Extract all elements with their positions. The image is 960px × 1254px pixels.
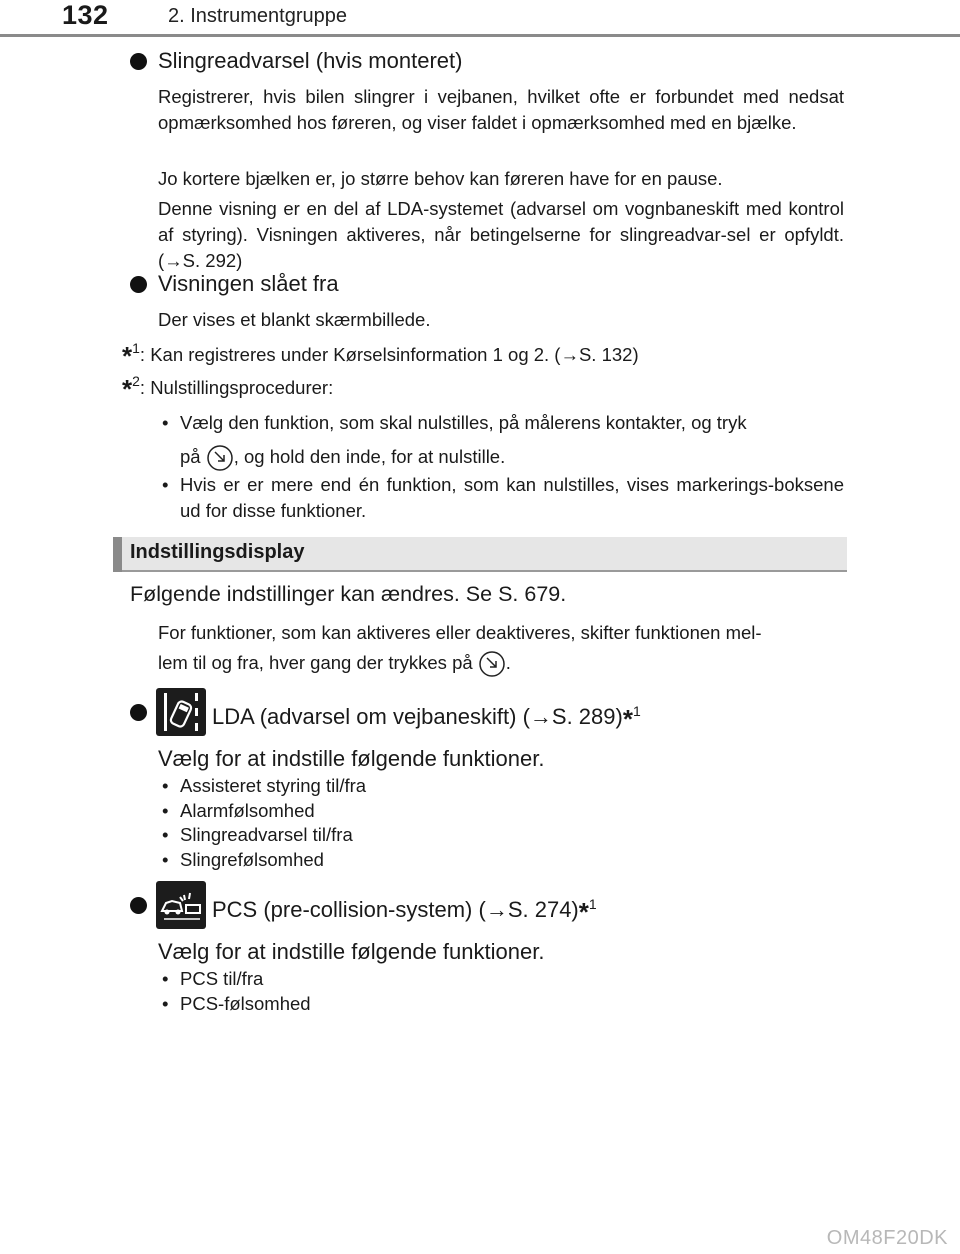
paragraph: lem til og fra, hver gang der trykkes på . [158,650,511,678]
list-item: • Slingrefølsomhed [162,848,324,870]
lda-list [162,774,366,872]
lda-title: LDA (advarsel om vejbaneskift) (→S. 289)*$^1$ [212,703,641,734]
list-item-continued: på , og hold den inde, for at nulstille. [180,444,505,472]
bullet-char: • [162,474,169,495]
settings-intro: Følgende indstillinger kan ændres. Se S. 679. [130,582,567,606]
list-item: Hvis er er mere end én funktion, som kan nulstilles, vises markerings-boksene ud for disse funktioner. [180,474,844,521]
paragraph: Registrerer, hvis bilen slingrer i vejbanen, hvilket ofte er forbundet med nedsat opmærksomhed hos føreren, og viser faldet i opmærksomhed med en bjælke. [158,86,844,133]
paragraph: For funktioner, som kan aktiveres eller deaktiveres, skifter funktionen mel- [158,622,762,643]
list-item: • Alarmfølsomhed [162,799,315,821]
pcs-subtitle: Vælg for at indstille følgende funktioner. [158,939,545,964]
paragraph: Der vises et blankt skærmbillede. [158,309,431,330]
bullet-dot [130,276,147,293]
paragraph: Denne visning er en del af LDA-systemet (advarsel om vognbaneskift med kontrol af styring). Visningen aktiveres, når betingelserne for slingreadvar-sel er opfyldt. (→S. 292) [158,198,844,271]
bullet-dot [130,704,147,721]
footnote-1: *$^1$: Kan registreres under Kørselsinformation 1 og 2. (→S. 132) [122,340,639,371]
chapter-title: 2. Instrumentgruppe [168,5,347,27]
list-item: • PCS til/fra [162,968,264,989]
enter-button-icon [206,444,234,472]
enter-button-icon [478,650,506,678]
lda-subtitle: Vælg for at indstille følgende funktioner. [158,746,545,771]
header-rule [0,34,960,37]
section-title-slaaet-fra: Visningen slået fra [158,271,339,296]
pcs-icon [156,881,206,929]
section-header-marker [113,537,122,572]
bullet-dot [130,897,147,914]
pcs-title: PCS (pre-collision-system) (→S. 274)*$^1$ [212,896,597,927]
page-number: 132 [62,0,109,30]
bullet-char: • [162,412,169,433]
section-title-slingre: Slingreadvarsel (hvis monteret) [158,48,463,73]
section-header-title: Indstillingsdisplay [130,541,305,563]
list-item: • Assisteret styring til/fra [162,775,367,796]
bullet-dot [130,53,147,70]
list-item: • Slingreadvarsel til/fra [162,824,353,845]
footnote-2: *$^2$: Nulstillingsprocedurer: [122,373,334,404]
footer-watermark: OM48F20DK [826,1227,948,1249]
lda-icon [156,688,206,736]
paragraph: Jo kortere bjælken er, jo større behov kan føreren have for en pause. [158,168,723,189]
pcs-list [162,967,311,1016]
list-item: • PCS-følsomhed [162,992,311,1014]
list-item: Vælg den funktion, som skal nulstilles, på målerens kontakter, og tryk [180,412,747,433]
